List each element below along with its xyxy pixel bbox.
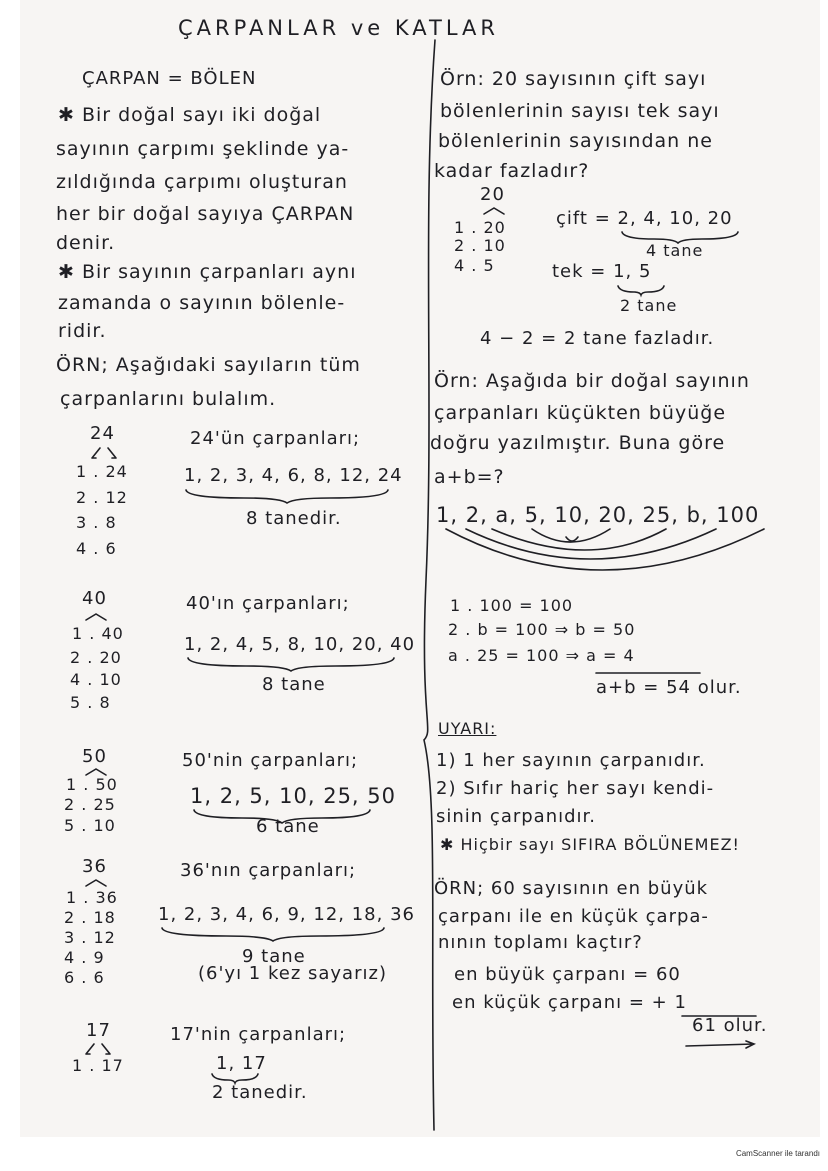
scanned-page	[20, 0, 820, 1137]
factors-list: 1, 17	[216, 1053, 267, 1074]
ex3-result: 61 olur.	[692, 1015, 768, 1036]
factor-pair: 5 . 8	[70, 693, 111, 712]
pairing-arcs	[440, 525, 780, 585]
factor-pair: 1 . 36	[66, 888, 118, 907]
odd-divisors: tek = 1, 5	[552, 261, 652, 282]
factors-caption: 40'ın çarpanları;	[186, 593, 350, 614]
example-number: 40	[82, 588, 107, 609]
factors-list: 1, 2, 3, 4, 6, 9, 12, 18, 36	[158, 904, 415, 925]
left-heading: ÇARPAN = BÖLEN	[82, 68, 257, 89]
definition-line: zıldığında çarpımı oluşturan	[56, 171, 348, 193]
factors-list: 1, 2, 5, 10, 25, 50	[190, 784, 397, 808]
factors-caption: 24'ün çarpanları;	[190, 428, 361, 449]
factor-pair: 1 . 50	[66, 775, 118, 794]
example-intro: ÖRN; Aşağıdaki sayıların tüm	[56, 354, 361, 376]
factor-pair: 4 . 9	[64, 948, 105, 967]
factors-count: 2 tanedir.	[212, 1082, 308, 1103]
factors-caption: 17'nin çarpanları;	[170, 1024, 347, 1045]
factor-pair: 1 . 24	[76, 462, 128, 481]
factor-pair: 2 . 20	[70, 648, 122, 667]
factors-count: 6 tane	[256, 816, 320, 837]
split-arrows	[78, 1042, 118, 1056]
definition-line: ridir.	[58, 320, 107, 342]
ex1-result: 4 − 2 = 2 tane fazladır.	[480, 328, 715, 349]
factor-pair: 4 . 5	[454, 256, 495, 275]
odd-count: 2 tane	[620, 296, 678, 315]
split-arrows	[478, 206, 518, 216]
factors-caption: 50'nin çarpanları;	[182, 750, 359, 771]
warning-line: 2) Sıfır hariç her sayı kendi-	[436, 778, 715, 799]
work-line: 2 . b = 100 ⇒ b = 50	[448, 620, 636, 639]
factors-count: 8 tanedir.	[246, 508, 342, 529]
work-line: 1 . 100 = 100	[450, 596, 574, 615]
question-line: a+b=?	[434, 466, 505, 488]
example-number: 36	[82, 856, 107, 877]
warning-line: 1) 1 her sayının çarpanıdır.	[436, 750, 706, 771]
factor-pair: 1 . 17	[72, 1056, 124, 1075]
example-number: 20	[480, 184, 505, 205]
question-line: nının toplamı kaçtır?	[438, 932, 643, 953]
factors-count: 9 tane	[242, 946, 306, 967]
work-line: en büyük çarpanı = 60	[454, 964, 681, 985]
definition-line: denir.	[56, 232, 116, 254]
underline	[594, 670, 704, 676]
factor-pair: 4 . 10	[70, 670, 122, 689]
question-line: çarpanları küçükten büyüğe	[434, 402, 727, 424]
factor-pair: 2 . 25	[64, 795, 116, 814]
question-line: bölenlerinin sayısından ne	[438, 130, 713, 152]
definition-line: ✱ Bir sayının çarpanları aynı	[58, 261, 357, 283]
example-number: 24	[90, 423, 115, 444]
definition-line: her bir doğal sayıya ÇARPAN	[56, 203, 355, 225]
definition-line: sayının çarpımı şeklinde ya-	[56, 138, 350, 160]
factor-pair: 3 . 8	[76, 513, 117, 532]
brace	[160, 926, 386, 942]
example-number: 50	[82, 746, 107, 767]
factor-pair: 4 . 6	[76, 539, 117, 558]
factors-note: (6'yı 1 kez sayarız)	[198, 963, 387, 984]
arrow-underline	[684, 1040, 764, 1050]
example-number: 17	[86, 1020, 111, 1041]
ex2-result: a+b = 54 olur.	[596, 677, 742, 698]
even-divisors: çift = 2, 4, 10, 20	[556, 208, 733, 229]
brace	[616, 284, 666, 296]
even-count: 4 tane	[646, 241, 704, 260]
factors-list: 1, 2, 4, 5, 8, 10, 20, 40	[184, 634, 416, 655]
factor-pair: 5 . 10	[64, 816, 116, 835]
factor-pair: 2 . 18	[64, 908, 116, 927]
split-arrows	[80, 612, 120, 622]
warning-title: UYARI:	[438, 719, 497, 738]
factor-pair: 1 . 20	[454, 218, 506, 237]
question-line: Örn: Aşağıda bir doğal sayının	[434, 370, 750, 392]
column-divider	[420, 40, 450, 1130]
brace	[186, 656, 396, 672]
warning-line: ✱ Hiçbir sayı SIFIRA BÖLÜNEMEZ!	[440, 835, 740, 854]
factors-count: 8 tane	[262, 674, 326, 695]
brace	[184, 488, 390, 504]
question-line: ÖRN; 60 sayısının en büyük	[434, 878, 709, 899]
warning-line: sinin çarpanıdır.	[436, 806, 597, 827]
factor-pair: 2 . 10	[454, 236, 506, 255]
factor-pair: 3 . 12	[64, 928, 116, 947]
work-line: a . 25 = 100 ⇒ a = 4	[448, 646, 635, 665]
factor-pair: 2 . 12	[76, 488, 128, 507]
factors-list: 1, 2, 3, 4, 6, 8, 12, 24	[184, 465, 403, 486]
question-line: kadar fazladır?	[434, 160, 590, 182]
page-title: ÇARPANLAR ve KATLAR	[178, 16, 499, 40]
question-line: Örn: 20 sayısının çift sayı	[440, 68, 707, 90]
definition-line: zamanda o sayının bölenle-	[58, 292, 346, 314]
factor-pair: 1 . 40	[72, 624, 124, 643]
factor-sequence: 1, 2, a, 5, 10, 20, 25, b, 100	[436, 503, 760, 527]
scanner-watermark: CamScanner ile tarandı	[735, 1149, 820, 1158]
work-line: en küçük çarpanı = + 1	[452, 992, 687, 1013]
definition-line: ✱ Bir doğal sayı iki doğal	[58, 104, 322, 126]
factors-caption: 36'nın çarpanları;	[180, 860, 357, 881]
split-arrows	[84, 446, 124, 460]
factor-pair: 6 . 6	[64, 968, 105, 987]
question-line: çarpanı ile en küçük çarpa-	[438, 906, 709, 927]
question-line: bölenlerinin sayısı tek sayı	[440, 100, 720, 122]
example-intro: çarpanlarını bulalım.	[60, 388, 277, 410]
split-arrows	[80, 878, 120, 888]
question-line: doğru yazılmıştır. Buna göre	[430, 432, 726, 454]
